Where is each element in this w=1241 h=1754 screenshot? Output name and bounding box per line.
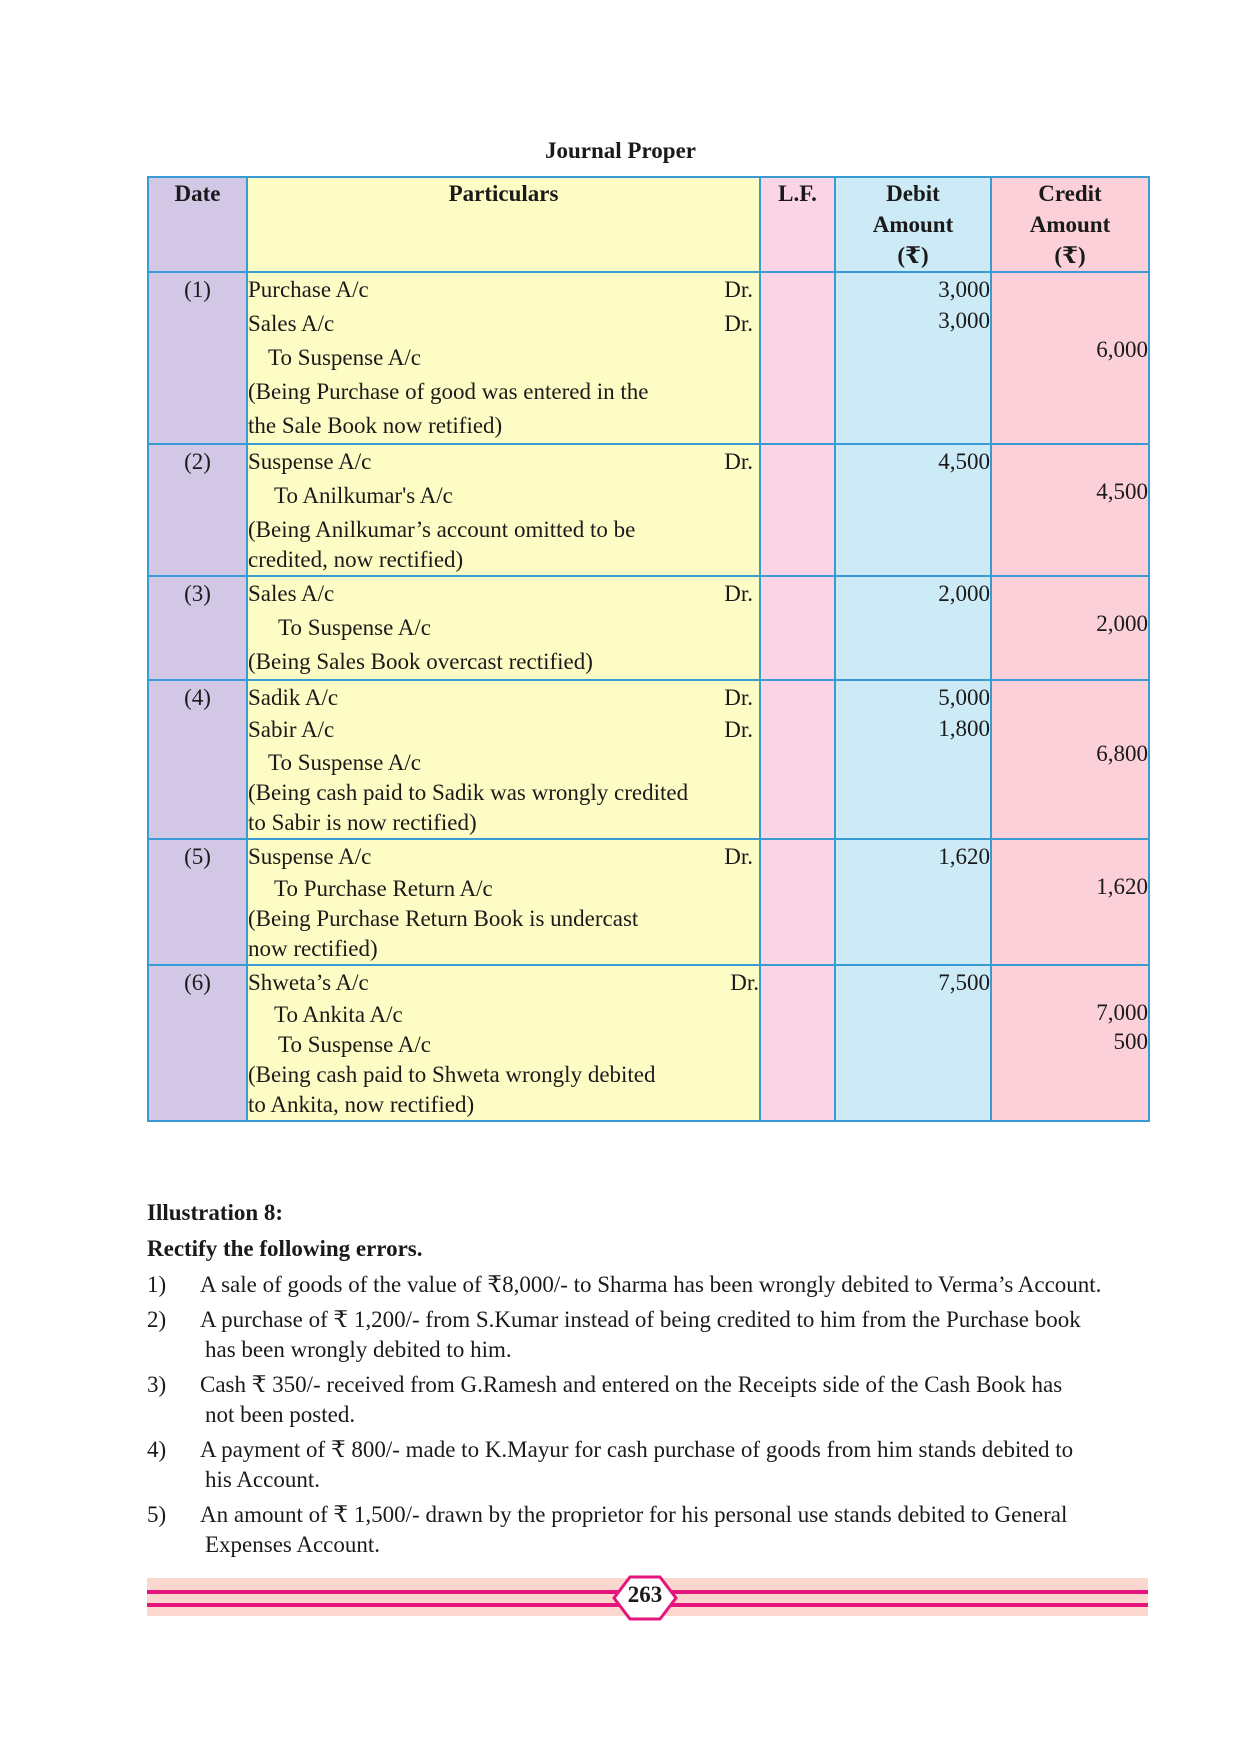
entry-particulars (247, 680, 760, 839)
illustration-title: Illustration 8: (147, 1200, 284, 1225)
error-list (147, 1270, 1148, 1565)
entry-debit-amount (835, 444, 991, 576)
dr-label: Dr. (724, 717, 753, 742)
item-number: 5) (147, 1502, 167, 1527)
narration-line: to Ankita, now rectified) (248, 1092, 475, 1117)
dr-label: Dr. (724, 581, 753, 606)
credit-account: To Suspense A/c (278, 615, 431, 640)
entry-date: (3) (148, 576, 247, 680)
credit-amount: 4,500 (1096, 479, 1148, 504)
debit-amount: 3,000 (938, 277, 990, 302)
entry-particulars (247, 272, 760, 444)
item-text (200, 1270, 1148, 1300)
narration-line: now rectified) (248, 936, 378, 961)
credit-amount: 7,000 (1096, 1000, 1148, 1025)
debit-account: Sabir A/c (248, 717, 335, 742)
item-number: 4) (147, 1437, 167, 1462)
header-row (148, 177, 1149, 272)
entry-debit-amount (835, 272, 991, 444)
debit-account: Suspense A/c (248, 449, 372, 474)
list-item (147, 1370, 1148, 1430)
item-line: Cash ₹ 350/- received from G.Ramesh and entered on the Receipts side of the Cash Book has (200, 1372, 1063, 1397)
credit-account: To Suspense A/c (268, 345, 421, 370)
item-line: has been wrongly debited to him. (205, 1337, 512, 1362)
item-line: A sale of goods of the value of ₹8,000/- to Sharma has been wrongly debited to Verma’s Account. (200, 1272, 1102, 1297)
journal-entry-5 (148, 839, 1149, 965)
credit-amount: 500 (1113, 1029, 1148, 1054)
narration-line: (Being Purchase of good was entered in the (248, 379, 649, 404)
entry-particulars (247, 576, 760, 680)
dr-label: Dr. (730, 970, 759, 995)
entry-date: (4) (148, 680, 247, 839)
entry-lf (760, 444, 835, 576)
entry-date: (5) (148, 839, 247, 965)
header-particulars: Particulars (247, 177, 760, 272)
credit-account: To Suspense A/c (268, 750, 421, 775)
item-line: Expenses Account. (205, 1532, 381, 1557)
debit-line (248, 445, 759, 479)
credit-amount: 6,800 (1096, 741, 1148, 766)
entry-credit-amount (991, 272, 1149, 444)
header-date: Date (148, 177, 247, 272)
debit-account: Sadik A/c (248, 685, 339, 710)
debit-account: Purchase A/c (248, 277, 369, 302)
header-credit-line1: Credit (1038, 181, 1102, 206)
debit-line (248, 681, 759, 715)
narration-line: credited, now rectified) (248, 547, 464, 572)
entry-credit-amount (991, 839, 1149, 965)
table-title: Journal Proper (545, 138, 696, 163)
list-item (147, 1305, 1148, 1365)
dr-label: Dr. (724, 449, 753, 474)
debit-account: Shweta’s A/c (248, 970, 369, 995)
credit-amount: 1,620 (1096, 874, 1148, 899)
header-credit-line3: (₹) (1054, 243, 1086, 268)
header-debit-line3: (₹) (897, 243, 929, 268)
item-text (200, 1435, 1148, 1495)
narration-line: to Sabir is now rectified) (248, 810, 477, 835)
narration-line: (Being cash paid to Shweta wrongly debited (248, 1062, 656, 1087)
debit-amount: 2,000 (938, 581, 990, 606)
entry-credit-amount (991, 576, 1149, 680)
dr-label: Dr. (724, 844, 753, 869)
journal-entry-4 (148, 680, 1149, 839)
item-line: An amount of ₹ 1,500/- drawn by the proprietor for his personal use stands debited to General (200, 1502, 1068, 1527)
list-item (147, 1500, 1148, 1560)
entry-lf (760, 839, 835, 965)
entry-lf (760, 680, 835, 839)
item-line: his Account. (205, 1467, 320, 1492)
credit-amount: 6,000 (1096, 337, 1148, 362)
credit-account: To Ankita A/c (274, 1002, 403, 1027)
narration-line: the Sale Book now retified) (248, 413, 503, 438)
debit-line (248, 966, 759, 1000)
item-line: A payment of ₹ 800/- made to K.Mayur for cash purchase of goods from him stands debited to (200, 1437, 1074, 1462)
entry-particulars (247, 444, 760, 576)
header-debit-line2: Amount (872, 212, 954, 237)
item-line: A purchase of ₹ 1,200/- from S.Kumar instead of being credited to him from the Purchase book (200, 1307, 1081, 1332)
debit-amount: 5,000 (938, 685, 990, 710)
header-debit-amount (835, 177, 991, 272)
entry-particulars (247, 839, 760, 965)
credit-account: To Anilkumar's A/c (274, 483, 453, 508)
item-number: 1) (147, 1272, 167, 1297)
journal-entry-3 (148, 576, 1149, 680)
list-item (147, 1270, 1148, 1300)
entry-debit-amount (835, 965, 991, 1121)
item-number: 2) (147, 1307, 167, 1332)
narration-line: (Being Anilkumar’s account omitted to be (248, 517, 636, 542)
debit-amount: 1,800 (938, 716, 990, 741)
debit-amount: 1,620 (938, 844, 990, 869)
header-debit-line1: Debit (886, 181, 940, 206)
journal-entry-1 (148, 272, 1149, 444)
entry-lf (760, 272, 835, 444)
page-number: 263 (627, 1582, 663, 1607)
journal-table (147, 176, 1150, 1122)
entry-lf (760, 576, 835, 680)
journal-entry-6 (148, 965, 1149, 1121)
narration-line: (Being Sales Book overcast rectified) (248, 649, 593, 674)
debit-amount: 3,000 (938, 308, 990, 333)
entry-credit-amount (991, 965, 1149, 1121)
debit-line (248, 273, 759, 307)
debit-line (248, 307, 759, 341)
narration-line: (Being cash paid to Sadik was wrongly credited (248, 780, 689, 805)
dr-label: Dr. (724, 277, 753, 302)
header-credit-line2: Amount (1029, 212, 1111, 237)
journal-entry-2 (148, 444, 1149, 576)
debit-line (248, 577, 759, 611)
entry-credit-amount (991, 444, 1149, 576)
item-text (200, 1305, 1148, 1365)
entry-debit-amount (835, 576, 991, 680)
item-text (200, 1370, 1148, 1430)
debit-account: Sales A/c (248, 581, 335, 606)
entry-lf (760, 965, 835, 1121)
credit-account: To Suspense A/c (278, 1032, 431, 1057)
debit-line (248, 715, 759, 745)
credit-account: To Purchase Return A/c (274, 876, 493, 901)
entry-debit-amount (835, 839, 991, 965)
entry-credit-amount (991, 680, 1149, 839)
dr-label: Dr. (724, 311, 753, 336)
item-line: not been posted. (205, 1402, 356, 1427)
debit-line (248, 840, 759, 874)
item-text (200, 1500, 1148, 1560)
illustration-instruction: Rectify the following errors. (147, 1236, 423, 1261)
list-item (147, 1435, 1148, 1495)
narration-line: (Being Purchase Return Book is undercast (248, 906, 639, 931)
credit-amount: 2,000 (1096, 611, 1148, 636)
entry-particulars (247, 965, 760, 1121)
entry-date: (2) (148, 444, 247, 576)
entry-date: (1) (148, 272, 247, 444)
debit-account: Sales A/c (248, 311, 335, 336)
header-credit-amount (991, 177, 1149, 272)
debit-account: Suspense A/c (248, 844, 372, 869)
debit-amount: 7,500 (938, 970, 990, 995)
dr-label: Dr. (724, 685, 753, 710)
debit-amount: 4,500 (938, 449, 990, 474)
entry-debit-amount (835, 680, 991, 839)
header-lf: L.F. (760, 177, 835, 272)
entry-date: (6) (148, 965, 247, 1121)
item-number: 3) (147, 1372, 167, 1397)
